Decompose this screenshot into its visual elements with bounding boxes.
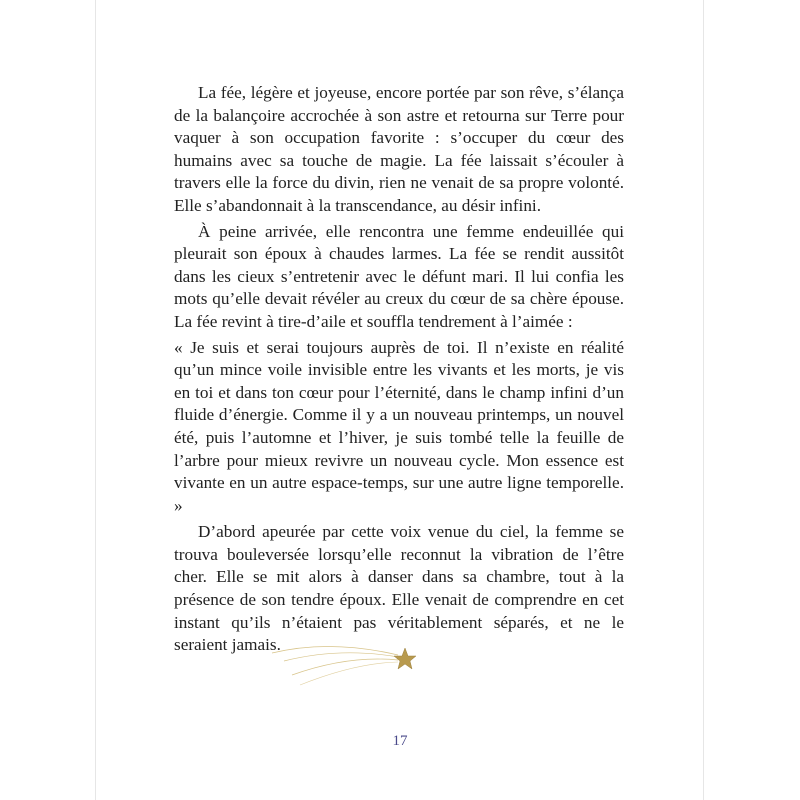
star-trail-3 [292, 659, 398, 675]
star-trail-2 [284, 653, 398, 661]
body-text [174, 82, 624, 657]
star-trail-4 [300, 662, 398, 685]
quoted-message: « Je suis et serai toujours auprès de toi. Il n’existe en réalité qu’un mince voile invisible entre les vivants et les morts, je vis en toi et dans ton cœur pour l’éternité, dans le champ infini d’un fluide d’énergie. Comme il y a un nouveau printemps, un nouvel été, puis l’automne et l’hiver, je suis tombé telle la feuille de l’arbre pour mieux revivre un nouveau cycle. Mon essence est vivante en un autre espace-temps, sur une autre ligne temporelle. » [174, 337, 624, 515]
page-number: 17 [392, 733, 408, 749]
paragraph-2: À peine arrivée, elle rencontra une femme endeuillée qui pleurait son époux à chaudes larmes. La fée se rendit aussitôt dans les cieux s’entretenir avec le défunt mari. Il lui confia les mots qu’elle devait révéler au creux du cœur de sa chère épouse. La fée revint à tire-d’aile et souffla tendrement à l’aimée : [174, 221, 624, 331]
paragraph-3: D’abord apeurée par cette voix venue du ciel, la femme se trouva bouleversée lorsqu’elle reconnut la vibration de l’être cher. Elle se mit alors à danser dans sa chambre, tout à la présence de son tendre époux. Elle venait de comprendre en cet instant qu’ils n’étaient pas véritablement séparés, et ne le seraient jamais. [174, 522, 624, 655]
star-trail-1 [272, 646, 398, 655]
shooting-star-icon [270, 633, 420, 688]
star-shape [394, 648, 416, 669]
paragraph-1: La fée, légère et joyeuse, encore portée par son rêve, s’élança de la balançoire accrochée à son astre et retourna sur Terre pour vaquer à son occupation favorite : s’occuper du cœur des humains avec sa touche de magie. La fée laissait s’écouler à travers elle la force du divin, rien ne venait de sa propre volonté. Elle s’abandonnait à la transcendance, au désir infini. [174, 83, 624, 215]
